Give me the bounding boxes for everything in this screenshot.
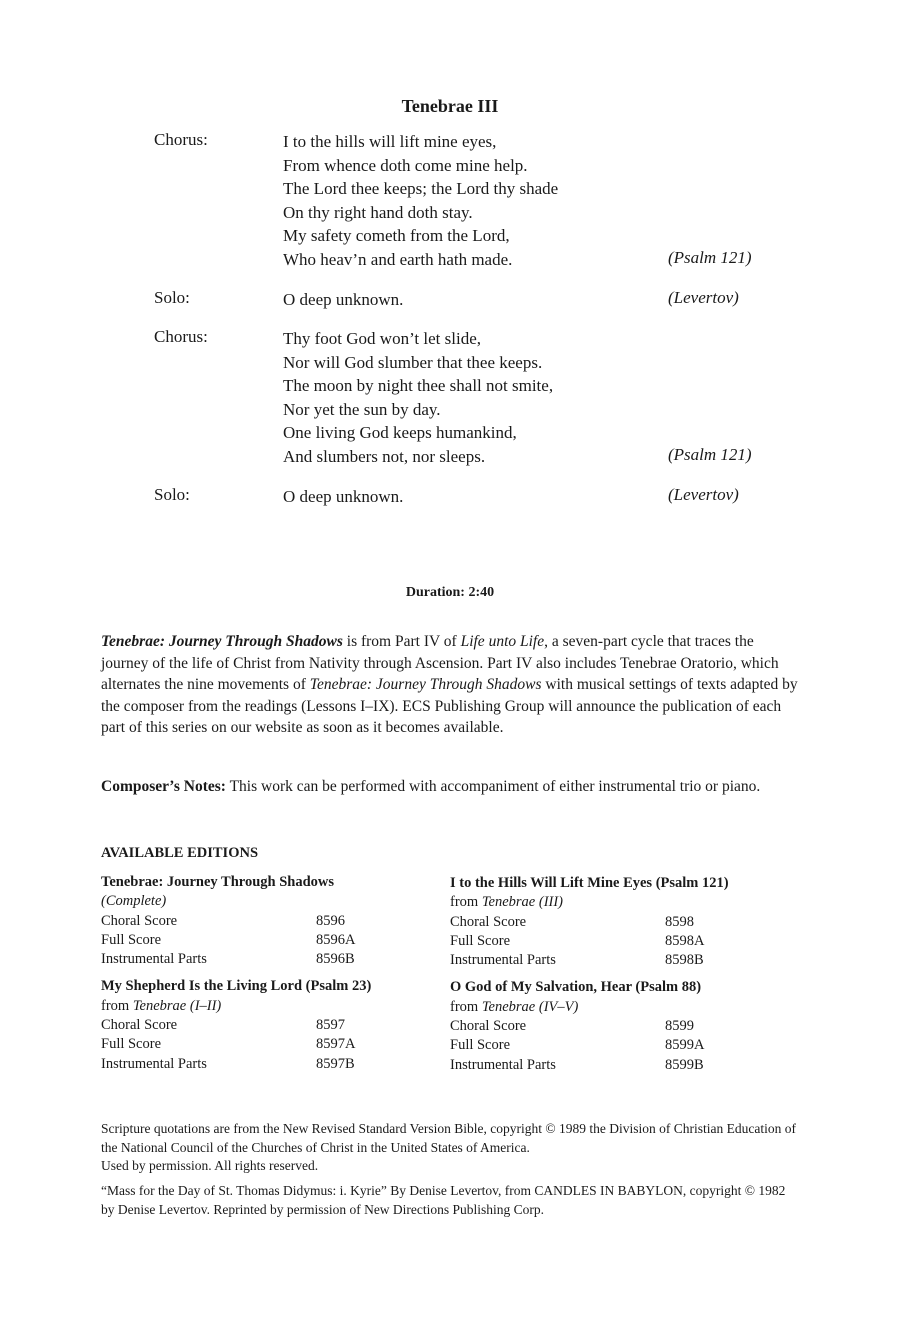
verse-lines <box>283 130 558 271</box>
edition-number: 8598 <box>665 913 694 930</box>
verse-role: Chorus: <box>154 327 208 346</box>
cycle-title: Life unto Life <box>460 633 545 650</box>
edition-subtitle-prefix: from <box>450 998 482 1015</box>
verse-source: (Levertov) <box>668 288 739 307</box>
page-title: Tenebrae III <box>401 96 499 116</box>
edition-label: Choral Score <box>101 1017 178 1034</box>
verse-line: The Lord thee keeps; the Lord thy shade <box>283 179 559 198</box>
verse-line: The moon by night thee shall not smite, <box>283 376 554 395</box>
verse-lines <box>283 288 403 312</box>
description-text: is from Part IV of <box>342 633 461 650</box>
edition-label: Full Score <box>450 932 511 949</box>
verse-line: On thy right hand doth stay. <box>283 202 473 222</box>
verse-line: One living God keeps humankind, <box>283 423 517 442</box>
edition-number: 8599B <box>665 1056 704 1073</box>
edition-label: Full Score <box>450 1037 511 1054</box>
edition-label: Choral Score <box>450 1018 527 1035</box>
edition-row <box>101 1035 401 1054</box>
footer-scripture <box>101 1120 801 1176</box>
verse-line: My safety cometh from the Lord, <box>283 226 510 245</box>
edition-title: I to the Hills Will Lift Mine Eyes (Psalm 121) <box>450 875 729 891</box>
edition-subtitle <box>101 892 401 911</box>
composer-notes <box>101 776 801 798</box>
verse-line: O deep unknown. <box>283 487 404 506</box>
verse-source: (Levertov) <box>668 485 739 504</box>
edition-subtitle-italic: Tenebrae (IV–V) <box>481 998 579 1015</box>
edition-number: 8596A <box>316 931 356 948</box>
edition-number: 8597B <box>316 1055 355 1072</box>
composer-notes-label: Composer’s Notes: <box>101 778 226 795</box>
edition-title: O God of My Salvation, Hear (Psalm 88) <box>450 979 702 996</box>
verse-line: I to the hills will lift mine eyes, <box>283 132 497 151</box>
duration: Duration: 2:40 <box>405 585 495 600</box>
edition-subtitle <box>450 893 750 912</box>
edition-number: 8598A <box>665 932 705 949</box>
verse-role: Solo: <box>154 485 190 504</box>
edition-label: Full Score <box>101 931 162 948</box>
verse-source: (Psalm 121) <box>668 444 752 464</box>
edition-label: Instrumental Parts <box>101 1055 207 1072</box>
scripture-credit: Scripture quotations are from the New Revised Standard Version Bible, copyright © 1989 the Division of Christian Education of the National Council of the Churches of Christ in the United States of America. <box>101 1121 797 1155</box>
edition-block <box>450 874 750 970</box>
description-text: , a seven-part cycle that traces the journey of the life of Christ from Nativity through Ascension. Part IV also includes Tenebrae Oratorio, which alternates the nine movements of <box>101 633 779 693</box>
edition-row <box>450 1017 750 1036</box>
editions-column-right <box>450 874 750 1083</box>
edition-subtitle-prefix: from <box>450 894 482 911</box>
verse-source: (Psalm 121) <box>668 247 752 267</box>
edition-block <box>101 977 401 1073</box>
edition-number: 8598B <box>665 952 704 969</box>
edition-label: Instrumental Parts <box>101 951 207 968</box>
edition-number: 8599A <box>665 1037 705 1054</box>
edition-subtitle-italic: (Complete) <box>101 893 167 910</box>
edition-label: Choral Score <box>450 913 527 930</box>
edition-block <box>450 978 750 1074</box>
edition-row <box>450 932 750 951</box>
verse-line: Thy foot God won’t let slide, <box>283 329 481 348</box>
editions-column-left <box>101 873 401 1082</box>
edition-number: 8596B <box>316 951 355 968</box>
permission-credit: Used by permission. All rights reserved. <box>101 1158 319 1173</box>
verse-role: Solo: <box>154 288 190 307</box>
edition-subtitle-italic: Tenebrae (I–II) <box>132 997 222 1014</box>
edition-number: 8597A <box>316 1036 356 1053</box>
verse-line: Nor yet the sun by day. <box>283 399 441 419</box>
verse-line: From whence doth come mine help. <box>283 155 528 175</box>
edition-label: Instrumental Parts <box>450 1056 556 1073</box>
edition-row <box>450 1056 750 1075</box>
edition-number: 8597 <box>316 1017 345 1034</box>
editions-heading: AVAILABLE EDITIONS <box>101 845 259 861</box>
edition-row <box>101 1016 401 1035</box>
edition-row <box>450 951 750 970</box>
description-paragraph <box>101 631 801 739</box>
edition-label: Instrumental Parts <box>450 952 556 969</box>
work-title: Tenebrae: Journey Through Shadows <box>101 633 343 650</box>
edition-block <box>101 873 401 969</box>
verse-role: Chorus: <box>154 130 208 149</box>
verse-lines <box>283 327 553 468</box>
composer-notes-text: This work can be performed with accompaniment of either instrumental trio or piano. <box>225 778 761 795</box>
edition-row <box>101 1055 401 1074</box>
edition-number: 8599 <box>665 1018 694 1035</box>
edition-subtitle-italic: Tenebrae (III) <box>481 894 564 911</box>
footer-mass-credit: “Mass for the Day of St. Thomas Didymus: i. Kyrie” By Denise Levertov, from CANDLES IN BABYLON, copyright © 1982 by Denise Levertov. Reprinted by permission of New Directions Publishing Corp. <box>101 1183 786 1217</box>
work-title: Tenebrae: Journey Through Shadows <box>309 676 542 693</box>
edition-subtitle <box>450 998 750 1017</box>
verse-line: Nor will God slumber that thee keeps. <box>283 352 543 372</box>
description-text: with musical settings of texts adapted by the composer from the readings (Lessons I–IX). ECS Publishing Group will announce the publication of each part of this series on our website as soon as it becomes available. <box>101 676 798 736</box>
edition-row <box>450 1036 750 1055</box>
edition-subtitle <box>101 997 401 1016</box>
verse-lines <box>283 485 403 509</box>
edition-label: Choral Score <box>101 912 178 929</box>
edition-number: 8596 <box>316 912 345 929</box>
verse-line: Who heav’n and earth hath made. <box>283 249 513 269</box>
verse-line: And slumbers not, nor sleeps. <box>283 446 486 466</box>
edition-row <box>101 931 401 950</box>
edition-label: Full Score <box>101 1036 162 1053</box>
edition-row <box>101 950 401 969</box>
edition-title: Tenebrae: Journey Through Shadows <box>101 874 334 890</box>
edition-title: My Shepherd Is the Living Lord (Psalm 23) <box>101 978 372 995</box>
edition-subtitle-prefix: from <box>101 997 133 1014</box>
edition-row <box>101 912 401 931</box>
verse-line: O deep unknown. <box>283 290 404 309</box>
edition-row <box>450 913 750 932</box>
